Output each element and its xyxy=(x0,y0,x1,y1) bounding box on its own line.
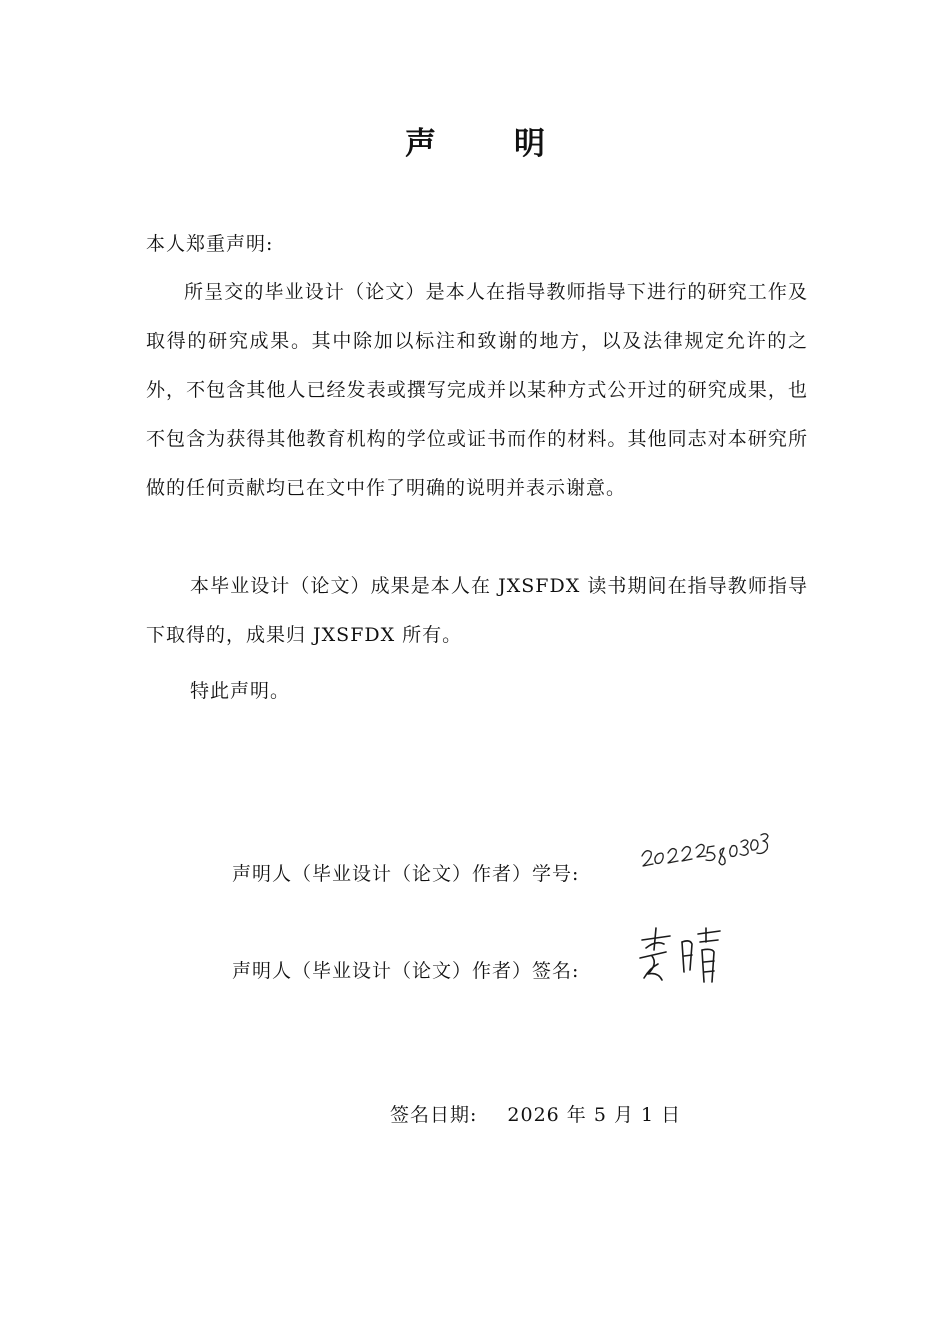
declaration-paragraph-2: 本毕业设计（论文）成果是本人在 JXSFDX 读书期间在指导教师指导下取得的，成果归 JXSFDX 所有。 xyxy=(146,575,808,646)
handwritten-student-id xyxy=(638,826,778,876)
handwritten-signature xyxy=(636,920,726,990)
student-id-label: 声明人（毕业设计（论文）作者）学号: xyxy=(232,863,580,885)
intro-line: 本人郑重声明: xyxy=(146,233,274,255)
signature-date xyxy=(390,1100,681,1127)
signature-label: 声明人（毕业设计（论文）作者）签名: xyxy=(232,960,580,982)
date-value: 2026 年 5 月 1 日 xyxy=(507,1104,682,1126)
closing-line: 特此声明。 xyxy=(190,680,291,702)
title-char-1: 声 xyxy=(405,126,436,162)
declaration-paragraph-1: 所呈交的毕业设计（论文）是本人在指导教师指导下进行的研究工作及取得的研究成果。其中除加以标注和致谢的地方，以及法律规定允许的之外，不包含其他人已经发表或撰写完成并以某种方式公开过的研究成果，也不包含为获得其他教育机构的学位或证书而作的材料。其他同志对本研究所做的任何贡献均已在文中作了明确的说明并表示谢意。 xyxy=(146,281,808,499)
title-char-2: 明 xyxy=(514,126,545,162)
date-label: 签名日期: xyxy=(390,1104,478,1126)
page-title xyxy=(0,118,950,163)
